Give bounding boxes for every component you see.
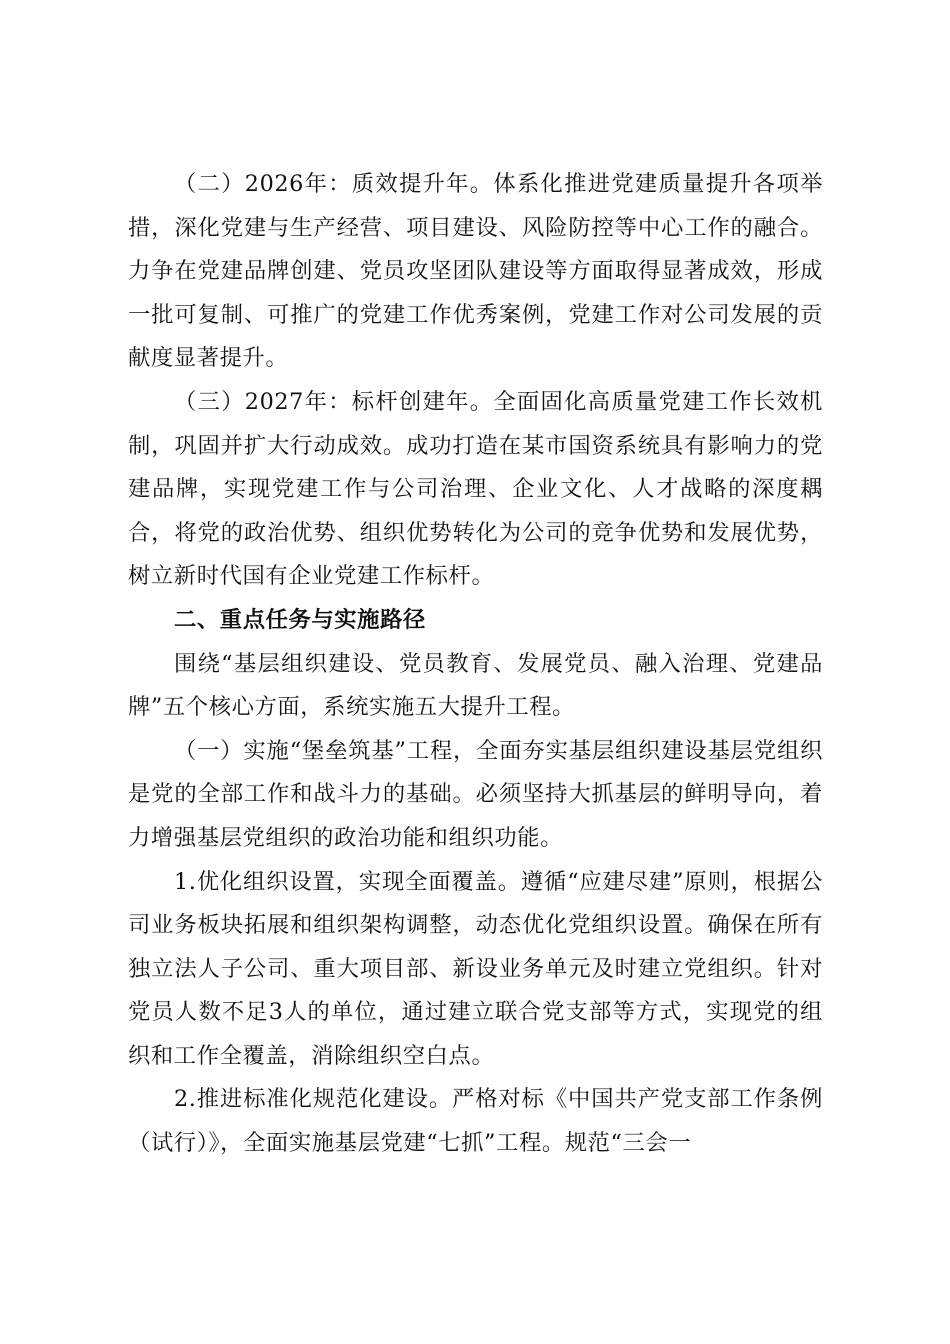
- document-page: [128, 163, 823, 1166]
- paragraph-optimize-organization: 1.优化组织设置，实现全面覆盖。遵循“应建尽建”原则，根据公司业务板块拓展和组织架构调整，动态优化党组织设置。确保在所有独立法人子公司、重大项目部、新设业务单元及时建立党组织。针对党员人数不足3人的单位，通过建立联合党支部等方式，实现党的组织和工作全覆盖，消除组织空白点。: [128, 868, 823, 1069]
- paragraph-2026-goal: （二）2026年：质效提升年。体系化推进党建质量提升各项举措，深化党建与生产经营、项目建设、风险防控等中心工作的融合。力争在党建品牌创建、党员攻坚团队建设等方面取得显著成效，形成一批可复制、可推广的党建工作优秀案例，党建工作对公司发展的贡献度显著提升。: [128, 171, 823, 372]
- paragraph-standardization: 2.推进标准化规范化建设。严格对标《中国共产党支部工作条例（试行）》，全面实施基层党建“七抓”工程。规范“三会一: [128, 1086, 823, 1157]
- section-heading-key-tasks: 二、重点任务与实施路径: [174, 606, 426, 633]
- paragraph-fortress-project: （一）实施“堡垒筑基”工程，全面夯实基层组织建设基层党组织是党的全部工作和战斗力的基础。必须坚持大抓基层的鲜明导向，着力增强基层党组织的政治功能和组织功能。: [128, 737, 823, 851]
- paragraph-2027-goal: （三）2027年：标杆创建年。全面固化高质量党建工作长效机制，巩固并扩大行动成效。成功打造在某市国资系统具有影响力的党建品牌，实现党建工作与公司治理、企业文化、人才战略的深度耦合，将党的政治优势、组织优势转化为公司的竞争优势和发展优势，树立新时代国有企业党建工作标杆。: [128, 388, 823, 590]
- paragraph-five-projects-intro: 围绕“基层组织建设、党员教育、发展党员、融入治理、党建品牌”五个核心方面，系统实施五大提升工程。: [128, 650, 823, 721]
